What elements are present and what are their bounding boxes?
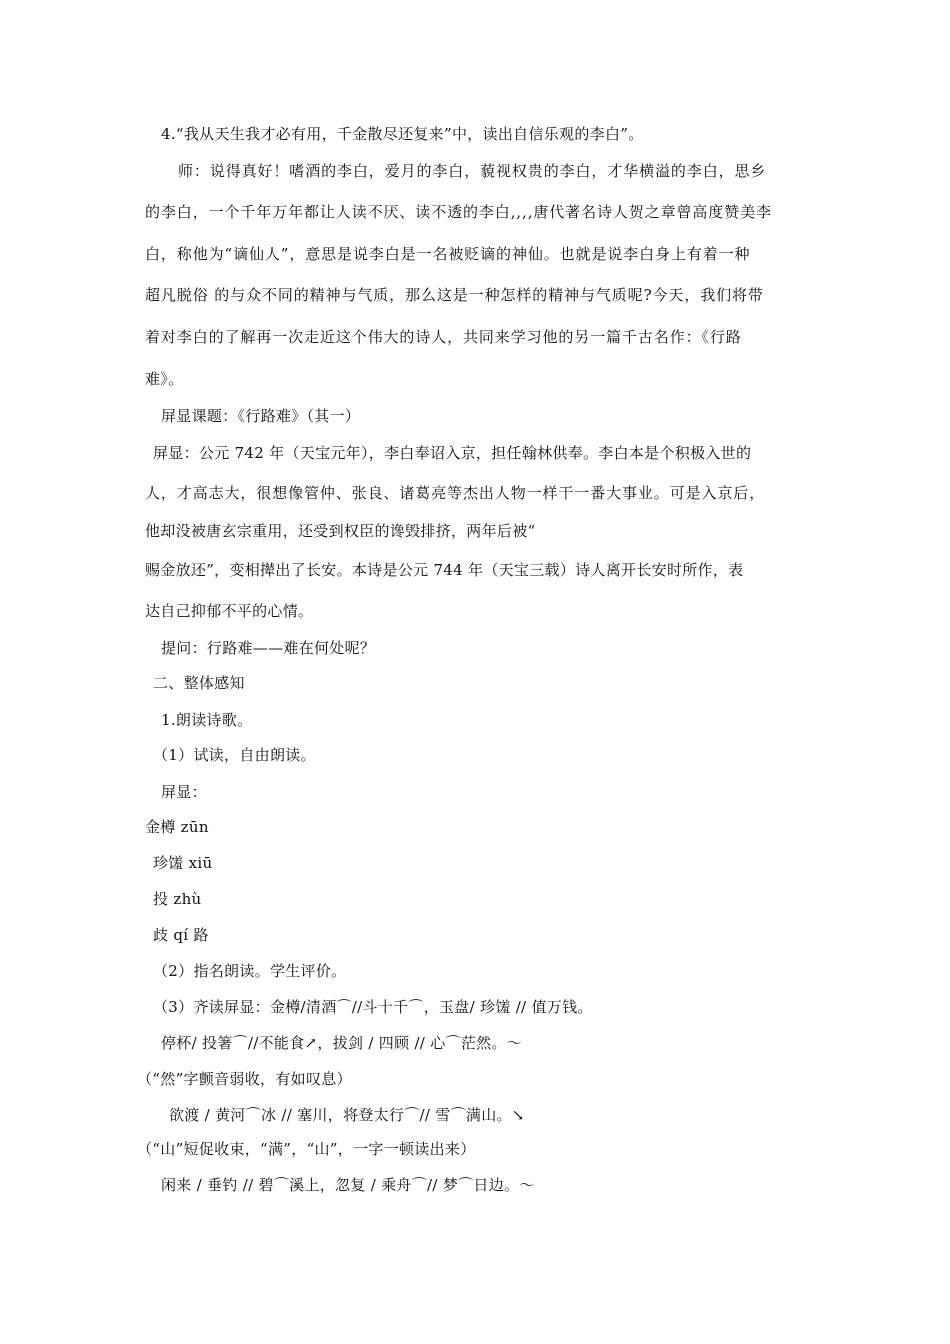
paragraph-line: 白，称他为“谪仙人”，意思是说李白是一名被贬谪的神仙。也就是说李白身上有着一种: [145, 245, 751, 263]
question-line: 提问：行路难——难在何处呢？: [161, 639, 376, 657]
paragraph-line: 他却没被唐玄宗重用，还受到权臣的谗毁排挤，两年后被“: [145, 522, 536, 540]
paragraph-line: 难》。: [145, 370, 184, 388]
paragraph-line: 4.“我从天生我才必有用，千金散尽还复来”中，读出自信乐观的李白”。: [161, 125, 644, 143]
annotation-line: （“山”短促收束，“满”，“山”，一字一顿读出来）: [137, 1140, 476, 1158]
paragraph-line: 屏显：: [161, 783, 207, 801]
vocab-item: 珍馐 xiū: [153, 854, 213, 872]
paragraph-line: 人，才高志大，很想像管仲、张良、诸葛亮等杰出人物一样干一番大事业。可是入京后，: [145, 484, 766, 502]
vocab-item: 金樽 zūn: [145, 818, 209, 836]
paragraph-line: 着对李白的了解再一次走近这个伟大的诗人，共同来学习他的另一篇千古名作：《行路: [145, 328, 742, 346]
paragraph-line: 超凡脱俗 的与众不同的精神与气质，那么这是一种怎样的精神与气质呢?今天，我们将带: [145, 286, 764, 304]
paragraph-line: 赐金放还”，变相撵出了长安。本诗是公元 744 年（天宝三载）诗人离开长安时所作，表: [145, 561, 744, 579]
vocab-item: 歧 qí 路: [153, 926, 209, 944]
section-heading: 二、整体感知: [153, 674, 245, 692]
list-item: 1.朗读诗歌。: [161, 711, 253, 729]
section-heading: 屏显课题：《行路难》（其一）: [161, 407, 361, 425]
annotation-line: （“然”字颤音弱收，有如叹息）: [137, 1070, 352, 1088]
paragraph-line: 的李白，一个千年万年都让人读不厌、读不透的李白,,,,唐代著名诗人贺之章曾高度赞美李: [145, 203, 772, 221]
paragraph-line: 师：说得真好！嗜酒的李白，爱月的李白，藐视权贵的李白，才华横溢的李白，思乡: [178, 162, 767, 180]
poem-line: 停杯/ 投箸⌒//不能食↗，拔剑 / 四顾 // 心⌒茫然。～: [161, 1034, 523, 1052]
list-item: （1）试读，自由朗读。: [153, 746, 316, 764]
poem-line: 欲渡 / 黄河⌒冰 // 塞川，将登太行⌒// 雪⌒满山。↘: [169, 1106, 525, 1124]
poem-line: 闲来 / 垂钓 // 碧⌒溪上，忽复 / 乘舟⌒// 梦⌒日边。～: [161, 1176, 535, 1194]
paragraph-line: 屏显：公元 742 年（天宝元年），李白奉诏入京，担任翰林供奉。李白本是个积极入世的: [153, 444, 752, 462]
paragraph-line: 达自己抑郁不平的心情。: [145, 602, 314, 620]
list-item: （2）指名朗读。学生评价。: [153, 962, 347, 980]
poem-line: （3）齐读屏显：金樽/清酒⌒//斗十千⌒，玉盘/ 珍馐 // 值万钱。: [153, 998, 593, 1016]
vocab-item: 投 zhù: [153, 890, 202, 908]
